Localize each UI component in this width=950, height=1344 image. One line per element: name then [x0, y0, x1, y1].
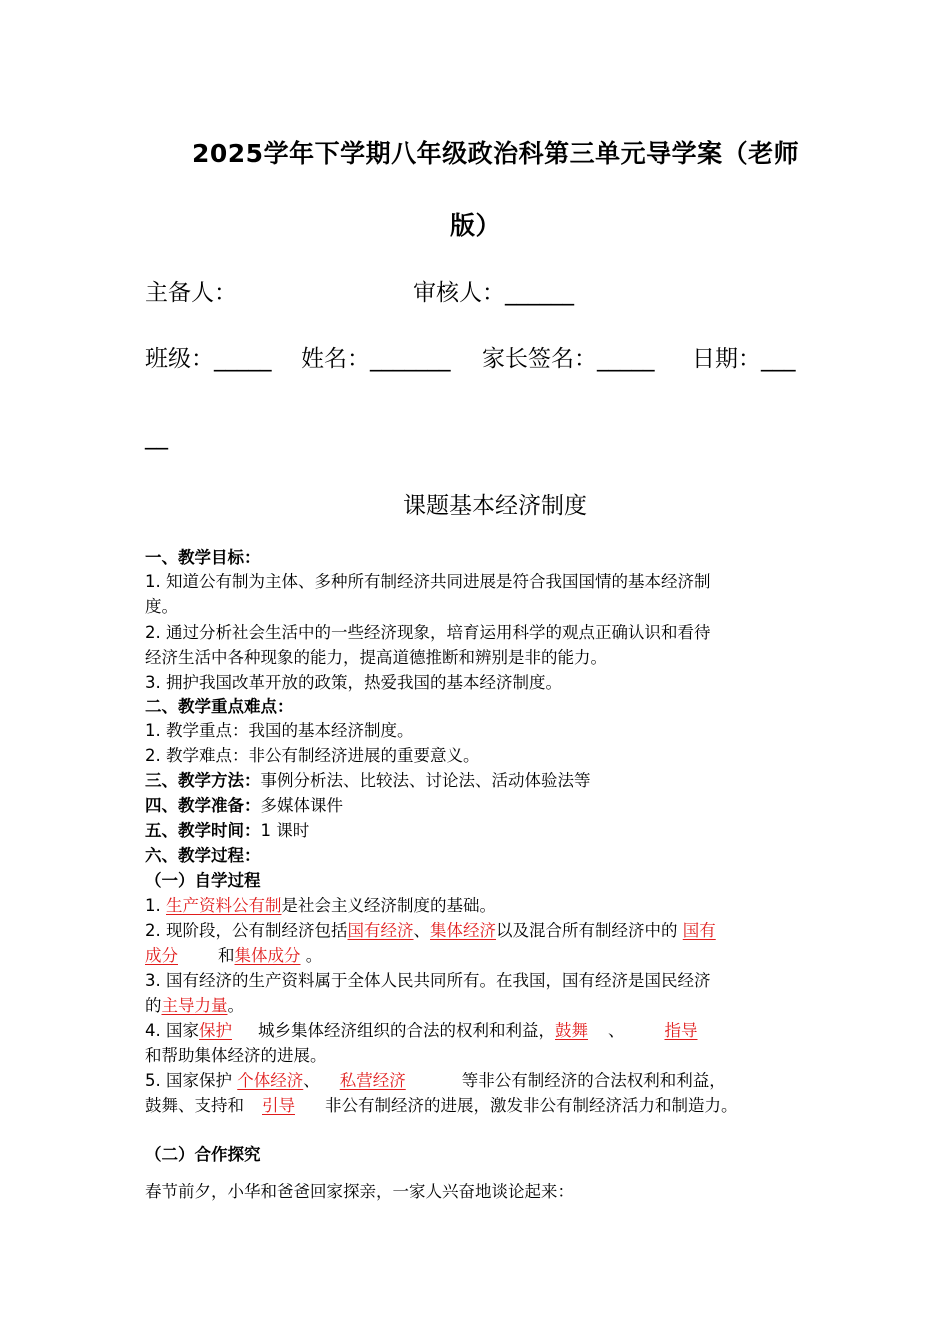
date-field: 日期：___ [692, 346, 796, 372]
answer-2a: 国有经济 [347, 921, 414, 940]
question-3-line2: 的主导力量。 [145, 996, 244, 1015]
section-time: 五、教学时间：1 课时 [145, 821, 310, 840]
question-5-line2: 鼓舞、支持和 引导 非公有制经济的进展，激发非公有制经济活力和制造力。 [145, 1096, 738, 1115]
answer-2c-part1: 国有 [682, 921, 716, 940]
self-study-heading: （一）自学过程 [145, 871, 261, 890]
answer-2b: 集体经济 [430, 921, 496, 940]
answer-5a: 个体经济 [237, 1071, 304, 1090]
answer-2d: 集体成分 [234, 946, 301, 965]
cooperative-inquiry-heading: （二）合作探究 [145, 1145, 261, 1164]
answer-2c-part2: 成分 [145, 946, 178, 965]
date-field-continued: __ [145, 424, 168, 450]
doc-title-line2: 版） [450, 211, 502, 240]
answer-4b: 鼓舞 [555, 1021, 588, 1040]
objective-2-line2: 经济生活中各种现象的能力，提高道德推断和辨别是非的能力。 [145, 648, 607, 667]
name-field: 姓名：_______ [301, 346, 451, 372]
question-5-line1: 5. 国家保护 个体经济、 私营经济 等非公有制经济的合法权利和利益， [145, 1071, 726, 1090]
answer-5b: 私营经济 [339, 1071, 406, 1090]
question-1: 1. 生产资料公有制是社会主义经济制度的基础。 [145, 896, 496, 915]
question-4-line1: 4. 国家保护 城乡集体经济组织的合法的权利和利益，鼓舞 、 指导 [145, 1021, 698, 1040]
question-2-line2: 成分 和集体成分 。 [145, 946, 323, 965]
question-3-line1: 3. 国有经济的生产资料属于全体人民共同所有。在我国，国有经济是国民经济 [145, 971, 711, 990]
answer-4c: 指导 [664, 1021, 698, 1040]
keypoint-1: 1. 教学重点：我国的基本经济制度。 [145, 721, 414, 740]
cooperative-inquiry-text: 春节前夕，小华和爸爸回家探亲，一家人兴奋地谈论起来： [145, 1182, 574, 1201]
question-2-line1: 2. 现阶段，公有制经济包括国有经济、集体经济以及混合所有制经济中的 国有 [145, 921, 716, 940]
section-preparation: 四、教学准备：多媒体课件 [145, 796, 343, 815]
section-keypoints-heading: 二、教学重点难点： [145, 697, 294, 716]
lesson-title: 课题基本经济制度 [403, 493, 587, 519]
section-objectives-heading: 一、教学目标： [145, 548, 261, 567]
preparer-label: 主备人： [145, 280, 237, 306]
objective-1-line1: 1. 知道公有制为主体、多种所有制经济共同进展是符合我国国情的基本经济制 [145, 572, 711, 591]
reviewer-label: 审核人：______ [413, 280, 574, 306]
answer-3: 主导力量 [161, 996, 228, 1015]
objective-2-line1: 2. 通过分析社会生活中的一些经济现象，培育运用科学的观点正确认识和看待 [145, 623, 711, 642]
answer-5c: 引导 [262, 1096, 295, 1115]
doc-title-line1: 2025学年下学期八年级政治科第三单元导学案（老师 [192, 139, 800, 168]
section-process-heading: 六、教学过程： [145, 846, 261, 865]
parent-sign-field: 家长签名：_____ [482, 346, 655, 372]
question-4-line2: 和帮助集体经济的进展。 [145, 1046, 327, 1065]
answer-4a: 保护 [199, 1021, 232, 1040]
class-field: 班级：_____ [145, 346, 272, 372]
objective-1-line2: 度。 [145, 597, 178, 616]
answer-1: 生产资料公有制 [166, 896, 282, 915]
objective-3: 3. 拥护我国改革开放的政策，热爱我国的基本经济制度。 [145, 673, 562, 692]
section-methods: 三、教学方法：事例分析法、比较法、讨论法、活动体验法等 [145, 771, 591, 790]
keypoint-2: 2. 教学难点：非公有制经济进展的重要意义。 [145, 746, 480, 765]
